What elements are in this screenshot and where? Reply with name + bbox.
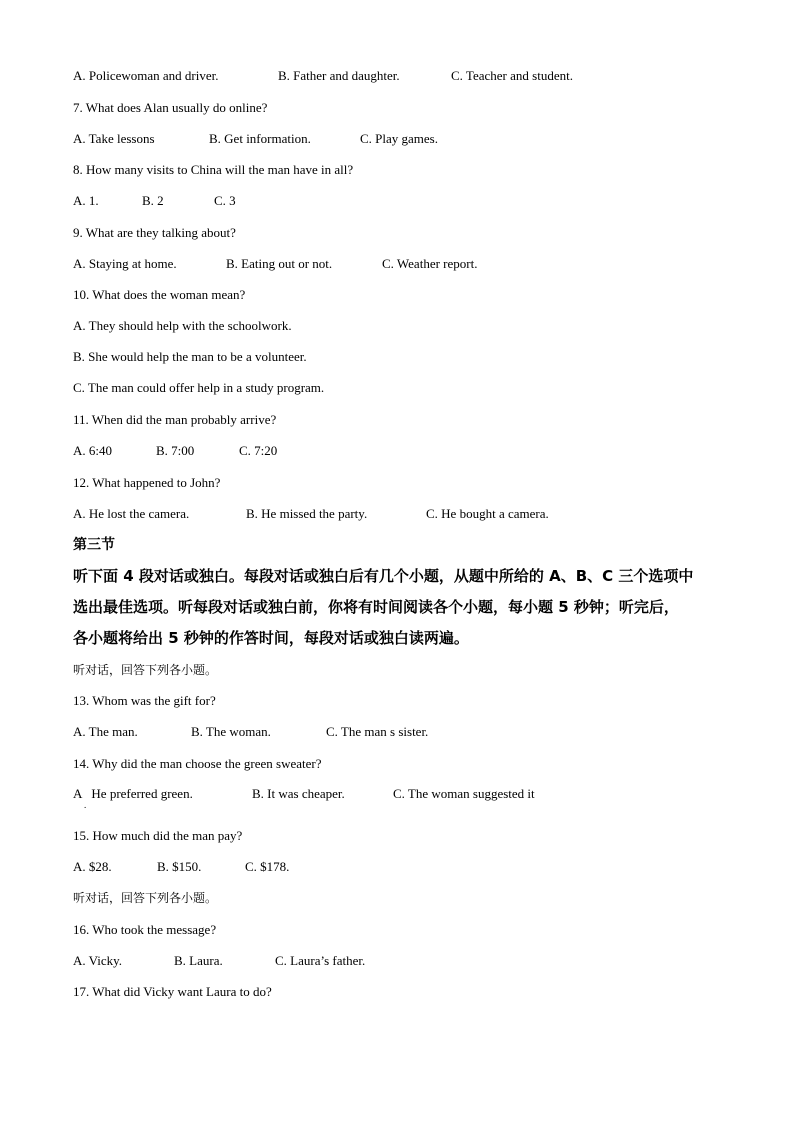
option-c: C. $178.	[245, 859, 290, 874]
option-a: A. Staying at home.	[73, 256, 177, 271]
option-b: B. Eating out or not.	[226, 256, 333, 271]
option-c: C. 3	[214, 193, 236, 208]
option-b: B. Get information.	[209, 131, 311, 146]
section-instructions-line-3: 各小题将给出 5 秒钟的作答时间，每段对话或独白读两遍。	[73, 629, 469, 647]
option-c: C. He bought a camera.	[426, 506, 549, 521]
option-c: C. Play games.	[360, 131, 438, 146]
q10-option-c: C. The man could offer help in a study program.	[73, 380, 325, 395]
section-title: 第三节	[73, 537, 115, 553]
q10-option-b: B. She would help the man to be a volunteer.	[73, 349, 307, 364]
question-16: 16. Who took the message?	[73, 922, 217, 937]
listen-prompt-2: 听对话，回答下列各小题。	[73, 891, 218, 905]
option-b: B. He missed the party.	[246, 506, 368, 521]
option-a: A. Policewoman and driver.	[73, 68, 219, 83]
option-c: C. Weather report.	[382, 256, 478, 271]
question-13: 13. Whom was the gift for?	[73, 693, 216, 708]
question-7: 7. What does Alan usually do online?	[73, 100, 268, 115]
question-14: 14. Why did the man choose the green sweater?	[73, 756, 322, 771]
section-instructions-line-1: 听下面 4 段对话或独白。每段对话或独白后有几个小题，从题中所给的 A、B、C 三个选项中	[73, 567, 694, 585]
question-15: 15. How much did the man pay?	[73, 828, 243, 843]
option-b: B. 7:00	[156, 443, 195, 458]
question-10: 10. What does the woman mean?	[73, 287, 246, 302]
option-a: A. He lost the camera.	[73, 506, 190, 521]
option-c: C. Laura’s father.	[275, 953, 366, 968]
option-b: B. Laura.	[174, 953, 223, 968]
option-c: C. The woman suggested it	[393, 786, 535, 801]
option-a: A. Take lessons	[73, 131, 155, 146]
option-b: B. 2	[142, 193, 164, 208]
option-a: A. The man.	[73, 724, 138, 739]
question-12: 12. What happened to John?	[73, 475, 221, 490]
stray-dot: .	[84, 800, 87, 810]
option-a: A. 1.	[73, 193, 99, 208]
option-a: A He preferred green.	[73, 786, 193, 801]
question-9: 9. What are they talking about?	[73, 225, 236, 240]
option-b: B. It was cheaper.	[252, 786, 345, 801]
option-b: B. Father and daughter.	[278, 68, 400, 83]
listen-prompt-1: 听对话，回答下列各小题。	[73, 663, 218, 677]
question-17: 17. What did Vicky want Laura to do?	[73, 984, 272, 999]
option-b: B. The woman.	[191, 724, 271, 739]
option-b: B. $150.	[157, 859, 202, 874]
q10-option-a: A. They should help with the schoolwork.	[73, 318, 292, 333]
option-c: C. The man s sister.	[326, 724, 429, 739]
option-a: A. $28.	[73, 859, 112, 874]
option-c: C. 7:20	[239, 443, 278, 458]
option-a: A. Vicky.	[73, 953, 123, 968]
section-instructions-line-2: 选出最佳选项。听每段对话或独白前，你将有时间阅读各个小题，每小题 5 秒钟；听完后，	[73, 598, 679, 616]
question-11: 11. When did the man probably arrive?	[73, 412, 277, 427]
option-c: C. Teacher and student.	[451, 68, 573, 83]
question-8: 8. How many visits to China will the man have in all?	[73, 162, 354, 177]
option-a: A. 6:40	[73, 443, 112, 458]
